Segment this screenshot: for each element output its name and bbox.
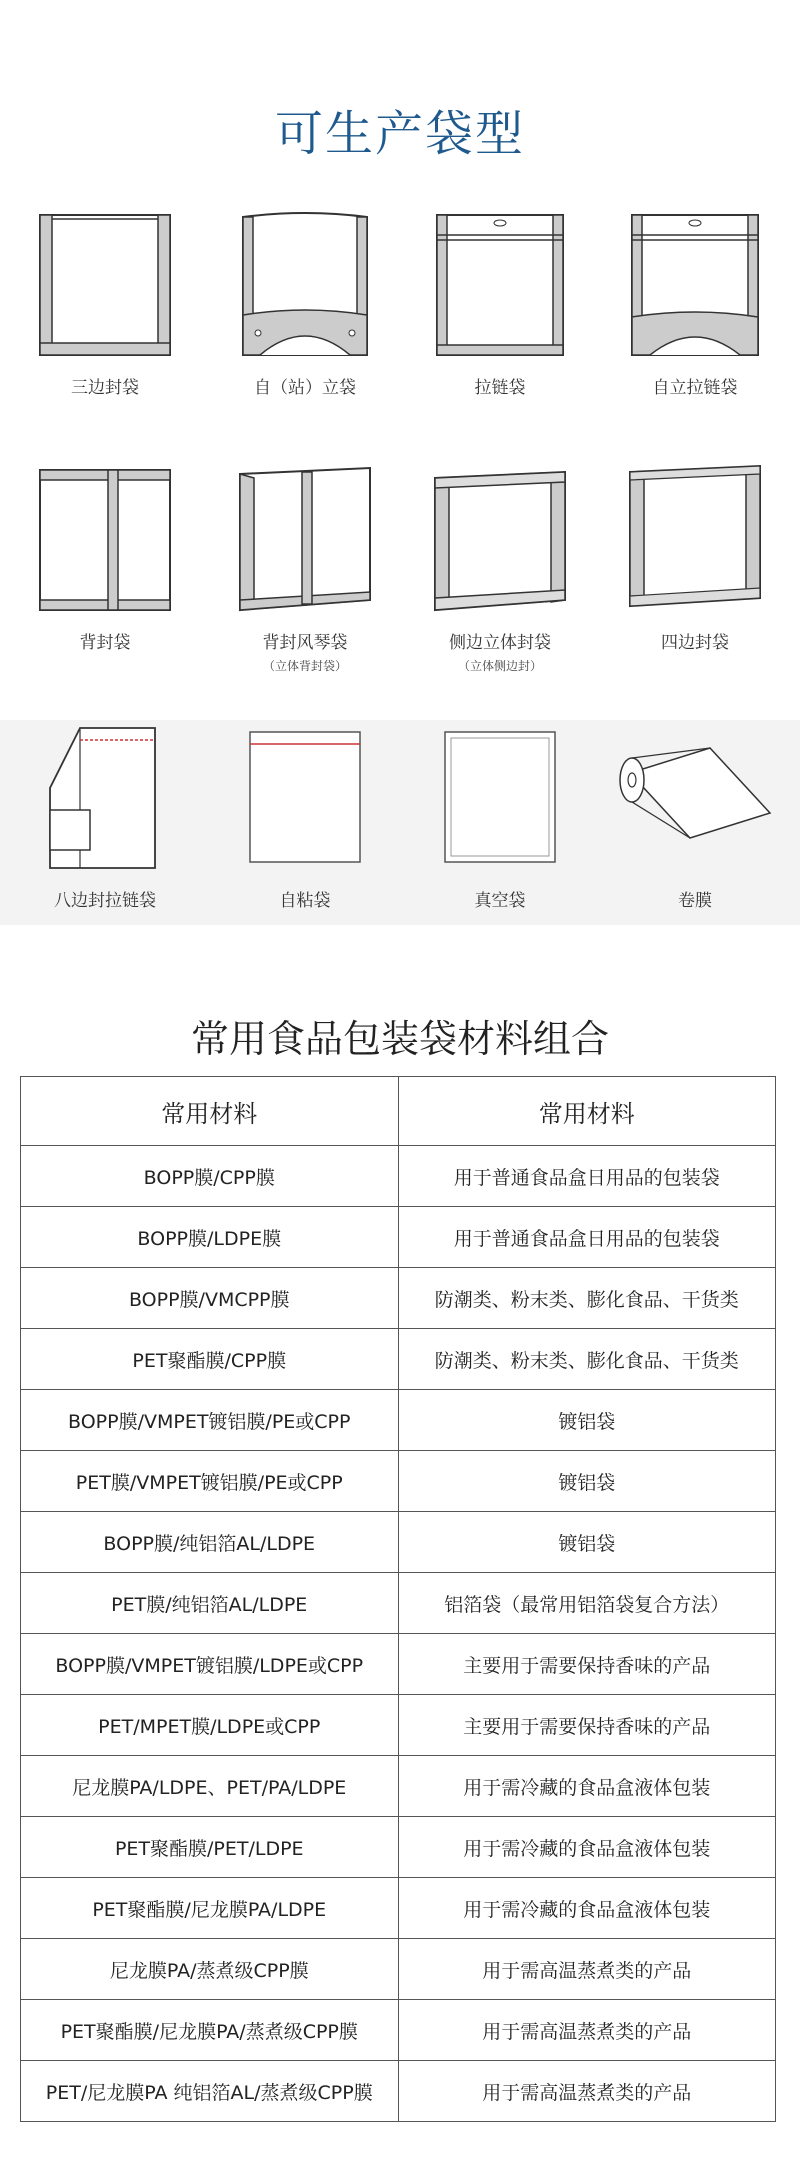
- table-row: [21, 1268, 776, 1329]
- table-row: [21, 1329, 776, 1390]
- table-row: [21, 2061, 776, 2122]
- back-seal-bag-icon: [10, 460, 200, 620]
- bag-label: 卷膜: [678, 891, 712, 911]
- table-cell: 用于普通食品盒日用品的包装袋: [398, 1207, 776, 1268]
- bag-label: 八边封拉链袋: [54, 891, 156, 911]
- table-cell: BOPP膜/LDPE膜: [21, 1207, 399, 1268]
- materials-table: [20, 1076, 776, 2122]
- table-cell: 镀铝袋: [398, 1451, 776, 1512]
- table-row: [21, 1451, 776, 1512]
- table-row: [21, 1878, 776, 1939]
- table-row: [21, 1939, 776, 2000]
- bag-item: [405, 718, 595, 911]
- table-header-cell: 常用材料: [21, 1077, 399, 1146]
- table-cell: PET聚酯膜/尼龙膜PA/LDPE: [21, 1878, 399, 1939]
- bag-label: 自粘袋: [279, 891, 331, 911]
- table-cell: 主要用于需要保持香味的产品: [398, 1695, 776, 1756]
- table-cell: PET聚酯膜/CPP膜: [21, 1329, 399, 1390]
- bag-item: [600, 205, 790, 398]
- bag-label: 侧边立体封袋: [449, 633, 551, 653]
- bag-item: [600, 718, 790, 911]
- bag-row-2: [0, 460, 800, 673]
- table-row: [21, 1695, 776, 1756]
- bag-item: [210, 205, 400, 398]
- table-cell: 防潮类、粉末类、膨化食品、干货类: [398, 1268, 776, 1329]
- table-cell: PET/尼龙膜PA 纯铝箔AL/蒸煮级CPP膜: [21, 2061, 399, 2122]
- bag-item: [600, 460, 790, 653]
- table-cell: BOPP膜/VMPET镀铝膜/LDPE或CPP: [21, 1634, 399, 1695]
- table-cell: 尼龙膜PA/LDPE、PET/PA/LDPE: [21, 1756, 399, 1817]
- bag-item: [210, 718, 400, 911]
- eight-side-seal-zipper-bag-icon: [10, 718, 200, 878]
- bag-row-3: [0, 718, 800, 928]
- three-side-seal-bag-icon: [10, 205, 200, 365]
- table-cell: 用于需高温蒸煮类的产品: [398, 2000, 776, 2061]
- bag-item: [210, 460, 400, 674]
- table-row: [21, 1817, 776, 1878]
- bag-item: [10, 205, 200, 398]
- table-cell: 镀铝袋: [398, 1390, 776, 1451]
- bag-item: [405, 460, 595, 674]
- bag-item: [10, 718, 200, 911]
- roll-film-icon: [600, 718, 790, 878]
- table-cell: BOPP膜/纯铝箔AL/LDPE: [21, 1512, 399, 1573]
- bag-sublabel: （立体侧边封）: [457, 659, 542, 673]
- table-cell: 用于需高温蒸煮类的产品: [398, 1939, 776, 2000]
- bag-item: [405, 205, 595, 398]
- table-header-cell: 常用材料: [398, 1077, 776, 1146]
- table-row: [21, 1512, 776, 1573]
- table-cell: PET膜/纯铝箔AL/LDPE: [21, 1573, 399, 1634]
- stand-up-zipper-bag-icon: [600, 205, 790, 365]
- bag-label: 三边封袋: [71, 378, 139, 398]
- table-cell: 镀铝袋: [398, 1512, 776, 1573]
- table-cell: 用于需冷藏的食品盒液体包装: [398, 1878, 776, 1939]
- bag-sublabel: （立体背封袋）: [262, 659, 347, 673]
- vacuum-bag-icon: [405, 718, 595, 878]
- bag-label: 背封风琴袋: [262, 633, 348, 653]
- table-cell: 用于需高温蒸煮类的产品: [398, 2061, 776, 2122]
- bag-label: 真空袋: [474, 891, 526, 911]
- zipper-bag-icon: [405, 205, 595, 365]
- table-cell: 用于需冷藏的食品盒液体包装: [398, 1756, 776, 1817]
- table-cell: PET聚酯膜/尼龙膜PA/蒸煮级CPP膜: [21, 2000, 399, 2061]
- table-row: [21, 1390, 776, 1451]
- table-cell: 尼龙膜PA/蒸煮级CPP膜: [21, 1939, 399, 2000]
- table-cell: 用于需冷藏的食品盒液体包装: [398, 1817, 776, 1878]
- table-cell: PET膜/VMPET镀铝膜/PE或CPP: [21, 1451, 399, 1512]
- table-cell: 防潮类、粉末类、膨化食品、干货类: [398, 1329, 776, 1390]
- table-cell: 铝箔袋（最常用铝箔袋复合方法）: [398, 1573, 776, 1634]
- table-cell: PET聚酯膜/PET/LDPE: [21, 1817, 399, 1878]
- table-header-row: [21, 1077, 776, 1146]
- bag-label: 自（站）立袋: [254, 378, 356, 398]
- side-gusset-bag-icon: [405, 460, 595, 620]
- table-row: [21, 1573, 776, 1634]
- bag-row-1: [0, 205, 800, 415]
- table-row: [21, 1756, 776, 1817]
- bag-label: 自立拉链袋: [652, 378, 738, 398]
- back-seal-gusset-bag-icon: [210, 460, 400, 620]
- stand-up-pouch-icon: [210, 205, 400, 365]
- four-side-seal-bag-icon: [600, 460, 790, 620]
- table-cell: BOPP膜/VMPET镀铝膜/PE或CPP: [21, 1390, 399, 1451]
- bag-label: 背封袋: [79, 633, 131, 653]
- table-cell: 主要用于需要保持香味的产品: [398, 1634, 776, 1695]
- table-cell: 用于普通食品盒日用品的包装袋: [398, 1146, 776, 1207]
- table-cell: BOPP膜/VMCPP膜: [21, 1268, 399, 1329]
- bag-label: 四边封袋: [661, 633, 729, 653]
- table-row: [21, 1634, 776, 1695]
- table-cell: PET/MPET膜/LDPE或CPP: [21, 1695, 399, 1756]
- bag-label: 拉链袋: [474, 378, 526, 398]
- self-adhesive-bag-icon: [210, 718, 400, 878]
- table-row: [21, 2000, 776, 2061]
- table-title: 常用食品包装袋材料组合: [190, 1017, 609, 1061]
- table-row: [21, 1146, 776, 1207]
- table-cell: BOPP膜/CPP膜: [21, 1146, 399, 1207]
- table-row: [21, 1207, 776, 1268]
- bag-item: [10, 460, 200, 653]
- page-title: 可生产袋型: [274, 106, 525, 162]
